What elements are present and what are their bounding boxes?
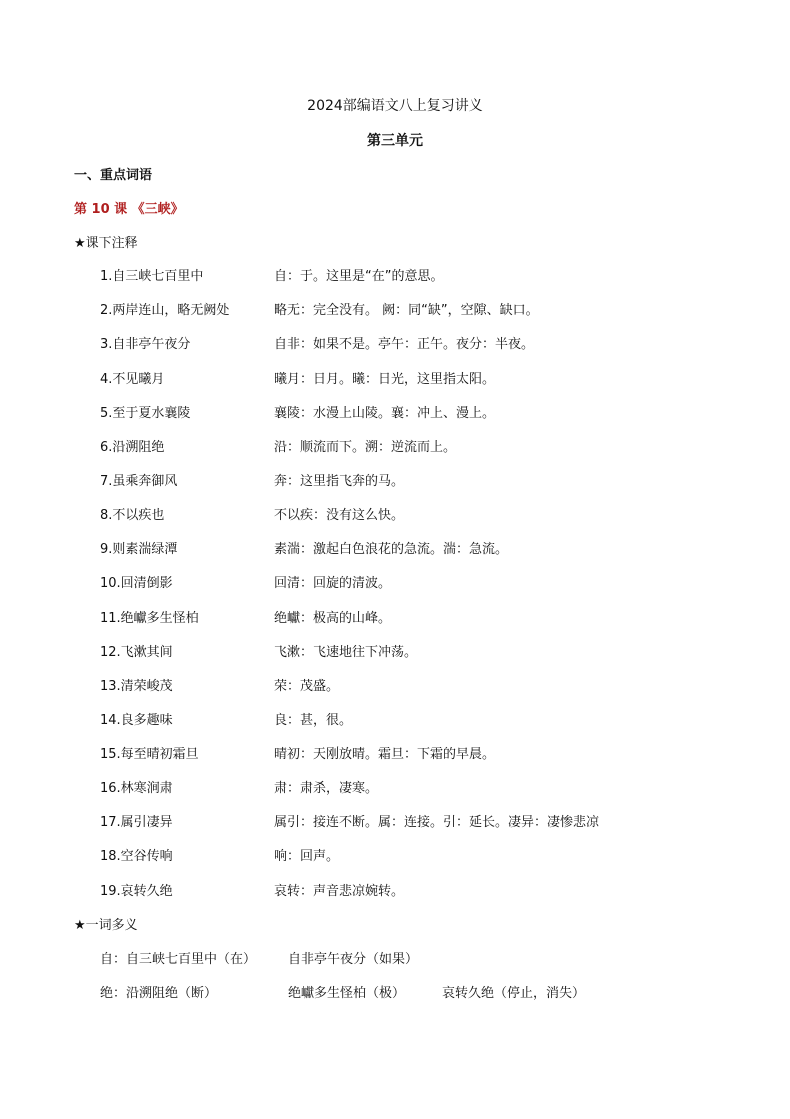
note-row (0, 334, 790, 356)
note-definition: 响：回声。 (274, 849, 340, 864)
note-row (0, 812, 790, 834)
note-phrase: 18.空谷传响 (100, 849, 173, 864)
note-row (0, 471, 790, 493)
note-row (0, 539, 790, 561)
polysemy-entry: 绝巘多生怪柏（极） (288, 986, 406, 1001)
polysemy-entry: 自：自三峡七百里中（在） (100, 952, 257, 967)
note-row (0, 676, 790, 698)
note-row (0, 881, 790, 903)
note-phrase: 2.两岸连山，略无阙处 (100, 303, 230, 318)
note-phrase: 7.虽乘奔御风 (100, 474, 178, 489)
note-phrase: 17.属引凄异 (100, 815, 173, 830)
polysemy-heading: ★一词多义 (74, 918, 138, 933)
note-phrase: 19.哀转久绝 (100, 884, 173, 899)
note-definition: 哀转：声音悲凉婉转。 (274, 884, 405, 899)
note-row (0, 505, 790, 527)
note-phrase: 4.不见曦月 (100, 372, 165, 387)
note-row (0, 710, 790, 732)
note-phrase: 1.自三峡七百里中 (100, 269, 204, 284)
note-definition: 肃：肃杀，凄寒。 (274, 781, 379, 796)
note-phrase: 6.沿溯阻绝 (100, 440, 165, 455)
note-phrase: 14.良多趣味 (100, 713, 173, 728)
note-row (0, 369, 790, 391)
note-phrase: 3.自非亭午夜分 (100, 337, 191, 352)
note-row (0, 744, 790, 766)
note-phrase: 10.回清倒影 (100, 576, 173, 591)
note-definition: 不以疾：没有这么快。 (274, 508, 405, 523)
note-row (0, 642, 790, 664)
note-row (0, 266, 790, 288)
note-row (0, 573, 790, 595)
note-phrase: 16.林寒涧肃 (100, 781, 173, 796)
note-definition: 属引：接连不断。属：连接。引：延长。凄异：凄惨悲凉 (274, 815, 600, 830)
note-phrase: 8.不以疾也 (100, 508, 165, 523)
note-row (0, 846, 790, 868)
note-row (0, 437, 790, 459)
lesson-heading: 第 10 课 《三峡》 (74, 202, 184, 217)
note-definition: 奔：这里指飞奔的马。 (274, 474, 405, 489)
note-phrase: 12.飞漱其间 (100, 645, 173, 660)
note-phrase: 13.清荣峻茂 (100, 679, 173, 694)
note-row (0, 608, 790, 630)
note-definition: 自：于。这里是“在”的意思。 (274, 269, 444, 284)
note-definition: 自非：如果不是。亭午：正午。夜分：半夜。 (274, 337, 535, 352)
note-phrase: 5.至于夏水襄陵 (100, 406, 191, 421)
note-definition: 素湍：激起白色浪花的急流。湍：急流。 (274, 542, 509, 557)
note-definition: 略无：完全没有。 阙：同“缺”，空隙、缺口。 (274, 303, 539, 318)
note-phrase: 9.则素湍绿潭 (100, 542, 178, 557)
note-phrase: 15.每至晴初霜旦 (100, 747, 199, 762)
note-definition: 曦月：日月。曦：日光，这里指太阳。 (274, 372, 496, 387)
note-row (0, 403, 790, 425)
note-definition: 襄陵：水漫上山陵。襄：冲上、漫上。 (274, 406, 496, 421)
polysemy-entry: 哀转久绝（停止，消失） (442, 986, 586, 1001)
note-definition: 沿：顺流而下。溯：逆流而上。 (274, 440, 457, 455)
note-row (0, 300, 790, 322)
polysemy-entry: 自非亭午夜分（如果） (288, 952, 419, 967)
notes-heading: ★课下注释 (74, 236, 138, 251)
document-title: 2024部编语文八上复习讲义 (307, 98, 483, 114)
polysemy-row (0, 949, 790, 971)
note-phrase: 11.绝巘多生怪柏 (100, 611, 199, 626)
note-row (0, 778, 790, 800)
note-definition: 良：甚，很。 (274, 713, 353, 728)
note-definition: 绝巘：极高的山峰。 (274, 611, 392, 626)
polysemy-entry: 绝：沿溯阻绝（断） (100, 986, 218, 1001)
note-definition: 荣：茂盛。 (274, 679, 340, 694)
note-definition: 飞漱：飞速地往下冲荡。 (274, 645, 418, 660)
note-definition: 回清：回旋的清波。 (274, 576, 392, 591)
polysemy-row (0, 983, 790, 1005)
section-heading: 一、重点词语 (74, 168, 153, 183)
unit-title: 第三单元 (367, 133, 423, 149)
note-definition: 晴初：天刚放晴。霜旦：下霜的早晨。 (274, 747, 496, 762)
